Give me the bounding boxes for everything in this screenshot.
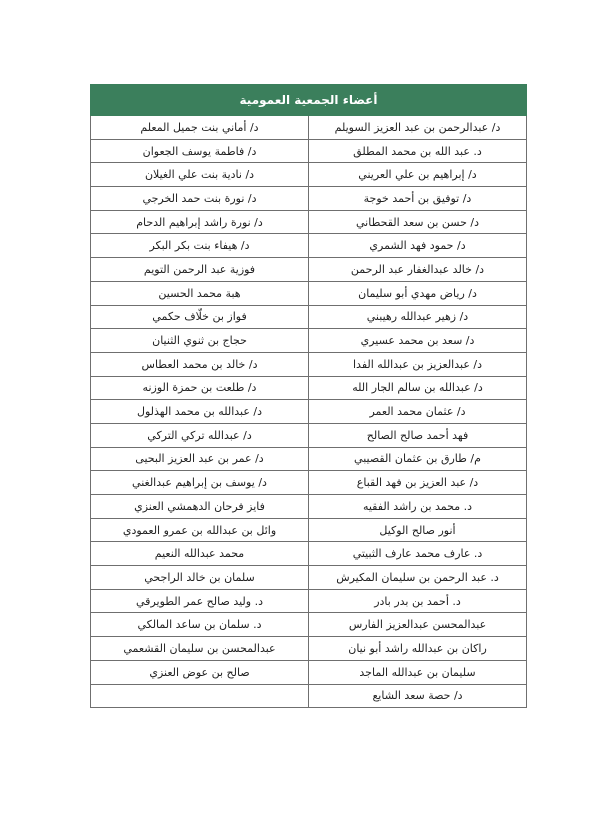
- table-cell: [91, 684, 309, 708]
- table-cell: د/ عبد العزيز بن فهد القباع: [309, 471, 527, 495]
- table-cell: م/ طارق بن عثمان القصيبي: [309, 447, 527, 471]
- table-row: [91, 589, 527, 613]
- table-cell: د. أحمد بن بدر بادر: [309, 589, 527, 613]
- table-cell: حجاج بن ثنوي الثنيان: [91, 329, 309, 353]
- table-cell: هبة محمد الحسين: [91, 281, 309, 305]
- table-cell: د/ هيفاء بنت بكر البكر: [91, 234, 309, 258]
- table-cell: د/ عبدالله بن سالم الجار الله: [309, 376, 527, 400]
- table-row: [91, 518, 527, 542]
- table-row: [91, 447, 527, 471]
- table-row: [91, 637, 527, 661]
- table-cell: د/ خالد عبدالغفار عبد الرحمن: [309, 258, 527, 282]
- table-cell: د. محمد بن راشد الفقيه: [309, 495, 527, 519]
- table-cell: د/ أماني بنت جميل المعلم: [91, 116, 309, 140]
- table-cell: د/ نورة راشد إبراهيم الدحام: [91, 210, 309, 234]
- table-cell: فواز بن خلّاف حكمي: [91, 305, 309, 329]
- table-cell: د/ حصة سعد الشايع: [309, 684, 527, 708]
- table-title: أعضاء الجمعية العمومية: [91, 85, 527, 116]
- table-header-row: [91, 85, 527, 116]
- table-cell: د/ خالد بن محمد العطاس: [91, 352, 309, 376]
- table-row: [91, 352, 527, 376]
- table-row: [91, 400, 527, 424]
- table-row: [91, 566, 527, 590]
- members-table-container: [90, 84, 526, 708]
- table-body: [91, 116, 527, 708]
- table-cell: فايز فرحان الدهمشي العنزي: [91, 495, 309, 519]
- table-cell: د/ توفيق بن أحمد خوجة: [309, 187, 527, 211]
- table-row: [91, 163, 527, 187]
- table-row: [91, 305, 527, 329]
- table-cell: د/ طلعت بن حمزة الوزنه: [91, 376, 309, 400]
- table-cell: د/ حمود فهد الشمري: [309, 234, 527, 258]
- table-cell: وائل بن عبدالله بن عمرو العمودي: [91, 518, 309, 542]
- table-cell: فهد أحمد صالح الصالح: [309, 423, 527, 447]
- table-cell: د/ سعد بن محمد عسيري: [309, 329, 527, 353]
- table-row: [91, 423, 527, 447]
- table-row: [91, 613, 527, 637]
- table-cell: د/ عبدالرحمن بن عبد العزيز السويلم: [309, 116, 527, 140]
- table-cell: د. سلمان بن ساعد المالكي: [91, 613, 309, 637]
- table-cell: د/ إبراهيم بن علي العريني: [309, 163, 527, 187]
- table-cell: فوزية عبد الرحمن التويم: [91, 258, 309, 282]
- table-row: [91, 116, 527, 140]
- table-cell: سلمان بن خالد الراجحي: [91, 566, 309, 590]
- table-cell: د/ رياض مهدي أبو سليمان: [309, 281, 527, 305]
- members-table: [90, 84, 527, 708]
- table-row: [91, 542, 527, 566]
- table-row: [91, 281, 527, 305]
- table-row: [91, 234, 527, 258]
- table-row: [91, 139, 527, 163]
- table-cell: محمد عبدالله النعيم: [91, 542, 309, 566]
- table-cell: د/ عمر بن عبد العزيز البحيى: [91, 447, 309, 471]
- table-row: [91, 471, 527, 495]
- table-cell: صالح بن عوض العنزي: [91, 660, 309, 684]
- table-row: [91, 660, 527, 684]
- table-cell: عبدالمحسن بن سليمان القشعمي: [91, 637, 309, 661]
- table-cell: د/ يوسف بن إبراهيم عبدالغني: [91, 471, 309, 495]
- table-row: [91, 187, 527, 211]
- table-row: [91, 495, 527, 519]
- table-cell: د/ فاطمة يوسف الجعوان: [91, 139, 309, 163]
- table-cell: راكان بن عبدالله راشد أبو نيان: [309, 637, 527, 661]
- table-cell: د. عبد الله بن محمد المطلق: [309, 139, 527, 163]
- table-row: [91, 329, 527, 353]
- table-cell: د. عبد الرحمن بن سليمان المكيرش: [309, 566, 527, 590]
- table-cell: د. عارف محمد عارف الثبيتي: [309, 542, 527, 566]
- table-cell: سليمان بن عبدالله الماجد: [309, 660, 527, 684]
- table-cell: د/ نادية بنت علي الغيلان: [91, 163, 309, 187]
- table-cell: عبدالمحسن عبدالعزيز الفارس: [309, 613, 527, 637]
- table-cell: د/ زهير عبدالله رهيبني: [309, 305, 527, 329]
- table-cell: د/ عبدالله بن محمد الهذلول: [91, 400, 309, 424]
- table-row: [91, 684, 527, 708]
- table-cell: د/ حسن بن سعد القحطاني: [309, 210, 527, 234]
- table-row: [91, 376, 527, 400]
- table-cell: د/ عثمان محمد العمر: [309, 400, 527, 424]
- table-row: [91, 258, 527, 282]
- table-cell: د/ عبدالله تركي التركي: [91, 423, 309, 447]
- table-row: [91, 210, 527, 234]
- table-cell: أنور صالح الوكيل: [309, 518, 527, 542]
- table-cell: د/ عبدالعزيز بن عبدالله الفدا: [309, 352, 527, 376]
- table-cell: د/ نورة بنت حمد الخرجي: [91, 187, 309, 211]
- table-cell: د. وليد صالح عمر الطويرقي: [91, 589, 309, 613]
